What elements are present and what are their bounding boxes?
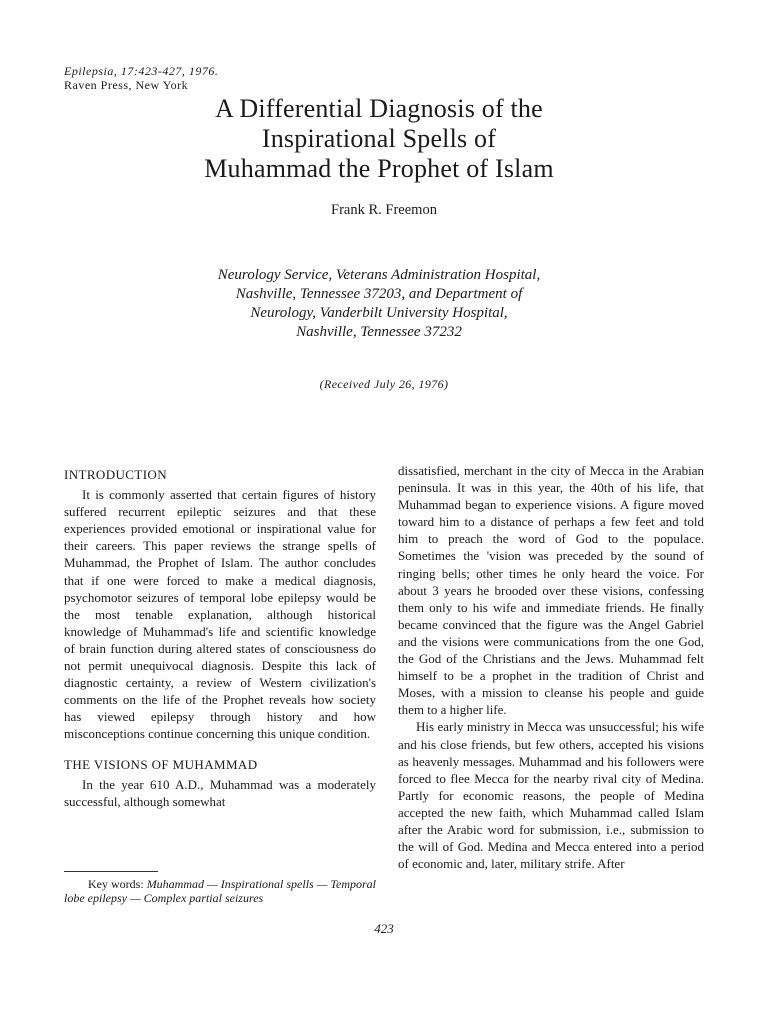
page-number: 423 [374,921,394,936]
key-words-terms: Muhammad — Inspirational spells — Temporal lobe epilepsy — Complex partial seizures [64,877,376,905]
left-column [64,462,376,810]
section-heading-introduction: INTRODUCTION [64,467,168,482]
affiliation-line-4: Nashville, Tennessee 37232 [296,324,462,340]
visions-paragraph-continued: dissatisfied, merchant in the city of Mecca in the Arabian peninsula. It was in this year, the 40th of his life, that Muhammad began to experience visions. A figure moved toward him to a distance of perhaps a few feet and told him to preach the word of God to the populace. Sometimes the 'vision was preceded by the sound of ringing bells; other times he only heard the voice. For about 3 years he brooded over these visions, confessing them only to his wife and immediate friends. He finally became convinced that the figure was the Angel Gabriel and the visions were communications from the one God, the God of the Christians and the Jews. Muhammad felt himself to be a prophet in the tradition of Christ and Moses, with a mission to cleanse his people and guide them to a higher life. [398,463,704,718]
right-column [398,462,704,872]
received-date: (Received July 26, 1976) [319,377,449,391]
visions-paragraph-2: His early ministry in Mecca was unsuccessful; his wife and his close friends, but few others, accepted his visions as heavenly messages. Muhammad and his followers were forced to flee Mecca for the nearby rival city of Medina. Partly for economic reasons, the people of Medina accepted the new faith, which Muhammad called Islam after the Arabic word for submission, i.e., submission to the will of God. Medina and Mecca entered into a period of economic and, later, military strife. After [398,719,704,872]
author-affiliation [120,266,638,342]
footnote-divider [64,871,158,872]
introduction-paragraph: It is commonly asserted that certain figures of history suffered recurrent epileptic seizures and that these experiences provided emotional or inspirational value for their careers. This paper reviews the strange spells of Muhammad, the Prophet of Islam. The author concludes that if one were forced to make a medical diagnosis, psychomotor seizures of temporal lobe epilepsy would be the most tenable explanation, although historical knowledge of Muhammad's life and scientific knowledge of brain function during altered states of consciousness do not permit unequivocal diagnosis. Despite this lack of diagnostic certainty, a review of Western civilization's comments on the life of the Prophet reveals how society has viewed epilepsy through history and how misconceptions continue concerning this unique condition. [64,487,376,742]
title-line-2: Inspirational Spells of [261,124,497,153]
affiliation-line-3: Neurology, Vanderbilt University Hospital, [250,305,508,321]
key-words-label: Key words: [88,877,144,891]
journal-line-2: Raven Press, New York [64,78,189,92]
title-line-1: A Differential Diagnosis of the [215,94,543,123]
key-words-footnote [64,877,376,905]
article-title [120,94,638,184]
author-name: Frank R. Freemon [331,202,437,218]
affiliation-line-1: Neurology Service, Veterans Administration Hospital, [217,267,541,283]
affiliation-line-2: Nashville, Tennessee 37203, and Department of [235,286,523,302]
journal-line-1: Epilepsia, 17:423-427, 1976. [64,64,219,78]
journal-citation [64,64,218,92]
title-line-3: Muhammad the Prophet of Islam [204,154,554,183]
section-heading-visions: THE VISIONS OF MUHAMMAD [64,756,258,772]
visions-paragraph-start: In the year 610 A.D., Muhammad was a moderately successful, although somewhat [64,776,376,809]
